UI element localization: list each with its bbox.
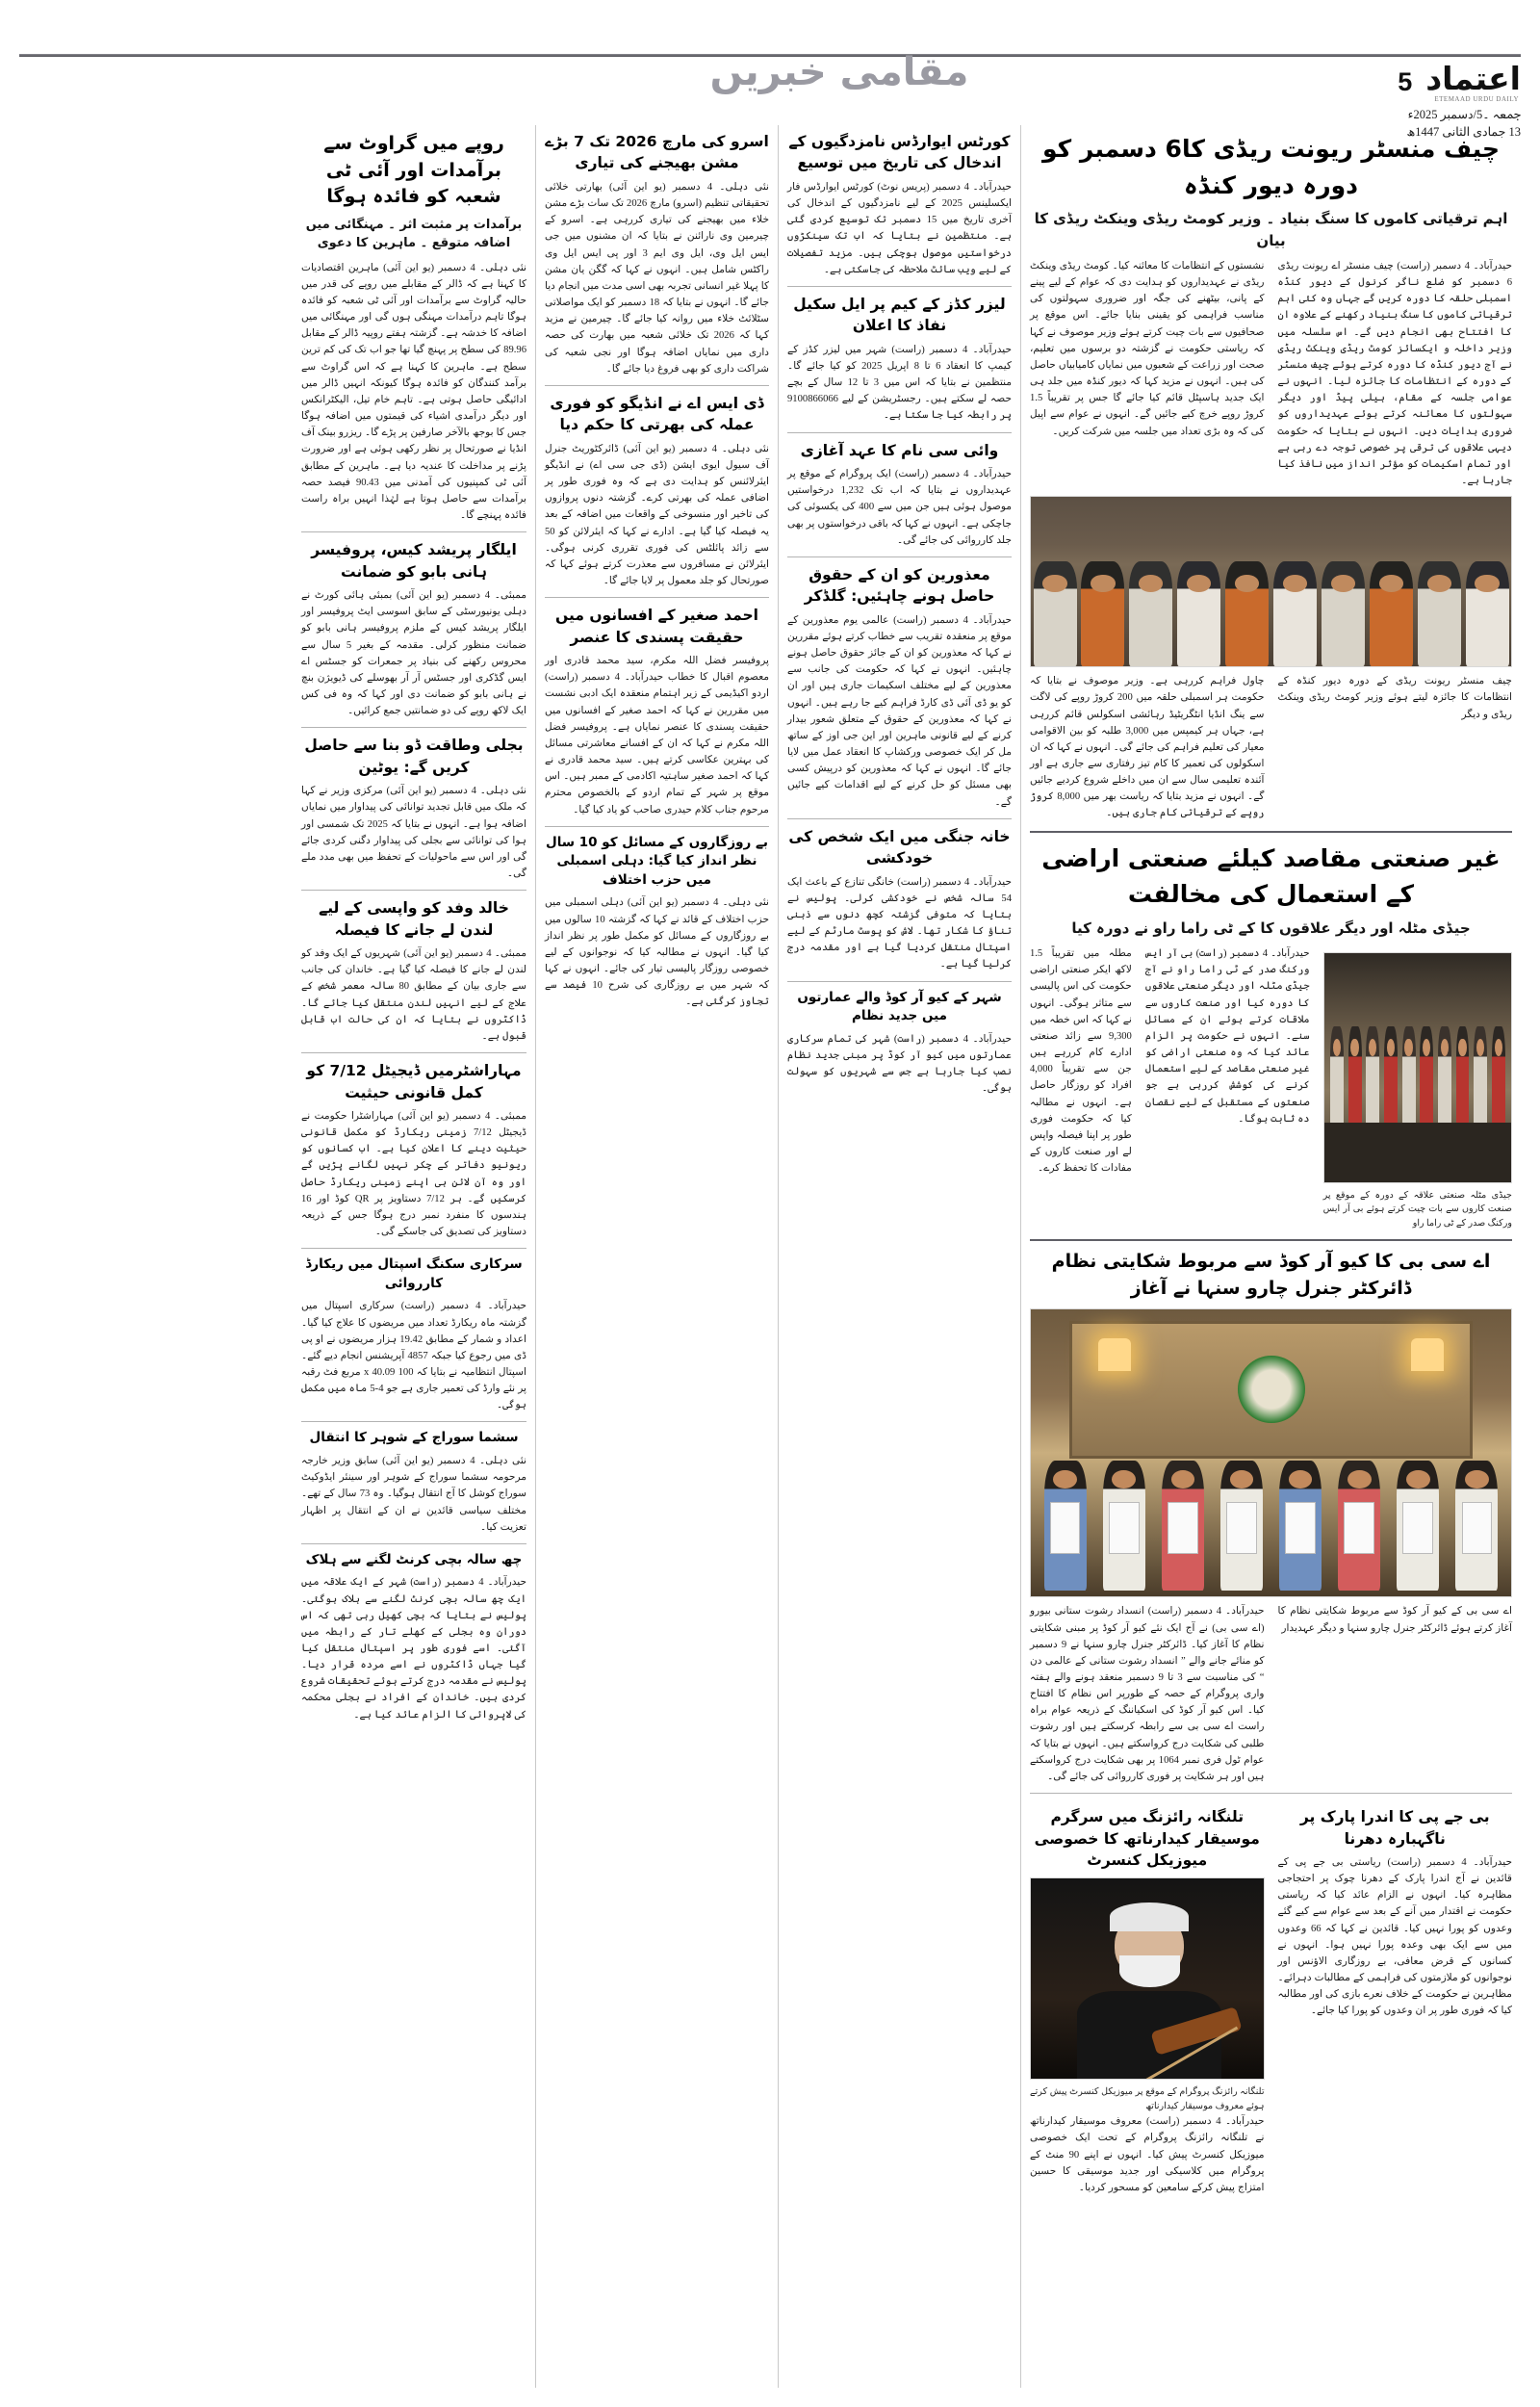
photo-ktr-visit	[1323, 952, 1512, 1183]
body-suicide: حیدرآباد۔ 4 دسمبر (راست) خانگی تنازع کے باعث ایک 54 سالہ شخص نے خودکشی کرلی۔ پولیس نے بتایا کہ متوفی گزشتہ کچھ دنوں سے ذہنی تناؤ کا شکار تھا۔ لاش کو پوسٹ مارٹم کے لیے اسپتال منتقل کردیا گیا ہے اور مقدمہ درج کرلیا گیا ہے۔	[787, 876, 1013, 971]
body-govt-hospital: حیدرآباد۔ 4 دسمبر (راست) سرکاری اسپتال میں گزشتہ ماہ ریکارڈ تعداد میں مریضوں کا علاج کیا گیا۔ اعداد و شمار کے مطابق 19.42 ہزار مریضوں نے او پی ڈی میں رجوع کیا جبکہ 4857 آپریشنس انجام دیے گئے۔ اسپتال انتظامیہ نے بتایا کہ 100 x 40.09 مربع فٹ رقبہ پر نئے وارڈ کی تعمیر جاری ہے جو 4-5 ماہ میں مکمل ہوگی۔	[301, 1301, 527, 1411]
photo-cm-visit	[1030, 496, 1512, 667]
headline-suicide: خانہ جنگی میں ایک شخص کی خودکشی	[788, 827, 1011, 867]
subheadline-rupee: برآمدات پر مثبت اثر ۔ مہنگائی میں اضافہ متوقع ۔ ماہرین کا دعوی	[305, 217, 523, 251]
caption-acb-launch: اے سی بی کے کیو آر کوڈ سے مربوط شکایتی نظام کا آغاز کرتے ہوئے ڈائرکٹر جنرل چارو سنہا و دیگر عہدیدار	[1277, 1606, 1512, 1634]
body-unemployment: نئی دہلی۔ 4 دسمبر (یو این آئی) دہلی اسمبلی میں حزب اختلاف کے قائد نے کہا کہ گزشتہ 10 سالوں میں بے روزگاروں کے مسائل کو مکمل طور پر نظر انداز کیا گیا۔ انہوں نے مطالبہ کیا کہ نوجوانوں کے لیے خصوصی روزگار پالیسی تیار کی جائے۔ انہوں نے کہا کہ شہر میں بے روزگاری کی شرح 10 فیصد سے تجاوز کرگئی ہے۔	[545, 897, 769, 1008]
headline-child-electrocution: چھ سالہ بچی کرنٹ لگنے سے ہلاک	[305, 1551, 523, 1567]
body-industrial-land-1: حیدرآباد۔ 4 دسمبر (راست) بی آر ایس ورکنگ صدر کے ٹی راما راو نے آج جیڈی مٹلہ اور دیگر صنعتی علاقوں کا دورہ کیا اور صنعت کاروں سے ملاقات کرتے ہوئے ان کے مسائل سنے۔ انہوں نے حکومت پر الزام عائد کیا کہ وہ صنعتی اراضی کو غیر صنعتی مقاصد کے لیے استعمال کرنے کی کوشش کررہی ہے جو صنعتوں کے مستقبل کے لیے نقصان دہ ثابت ہوگا۔	[1144, 948, 1310, 1125]
body-telangana-rising: حیدرآباد۔ 4 دسمبر (راست) معروف موسیقار کیدارناتھ نے تلنگانہ رائزنگ پروگرام کے تحت ایک خصوصی میوزیکل کنسرٹ پیش کیا۔ انہوں نے اپنے 90 منٹ کے پروگرام میں کلاسیکی اور جدید موسیقی کا حسین امتزاج پیش کرکے سامعین کو مسحور کردیا۔	[1030, 2116, 1265, 2193]
body-sushma-husband: نئی دہلی۔ 4 دسمبر (یو این آئی) سابق وزیر خارجہ مرحومہ سشما سوراج کے شوہر اور سینئر ایڈوکیٹ سوراج کوشل کا آج انتقال ہوگیا۔ وہ 73 سال کے تھے۔ مختلف سیاسی قائدین نے ان کے انتقال پر اظہار تعزیت کیا۔	[301, 1456, 526, 1533]
body-cm-visit-2: نشستوں کے انتظامات کا معائنہ کیا۔ کومٹ ریڈی وینکٹ ریڈی نے عہدیداروں کو ہدایت دی کہ عوام کے لیے پینے کے پانی، بیٹھنے کی جگہ اور ضروری سہولتوں کی مناسب فراہمی کو یقینی بنایا جائے۔ اس موقع پر صحافیوں سے بات چیت کرتے ہوئے وزیر موصوف نے کہا کہ ریاستی حکومت نے گزشتہ دو برسوں میں تعلیم، صحت اور زراعت کے شعبوں میں نمایاں کامیابیاں حاصل کی ہیں۔ انہوں نے مزید کہا کہ دیور کنڈہ میں جلد ہی ایک جدید ہاسپٹل قائم کیا جائے گا جس پر تقریباً 1.5 کروڑ روپے خرچ کیے جائیں گے۔ انہوں نے عوام سے اپیل کی کہ وہ بڑی تعداد میں جلسہ میں شرکت کریں۔	[1030, 261, 1265, 437]
masthead	[19, 17, 1521, 140]
headline-bjp-dharna: بی جے پی کا اندرا پارک پر ناگہبارہ دھرنا	[1299, 1808, 1490, 1848]
column-lead	[1020, 125, 1521, 2388]
headline-prof-bail: ایلگار پریشد کیس، پروفیسر ہانی بابو کو ضمانت	[311, 541, 517, 581]
column-5	[293, 125, 535, 2388]
divider	[545, 385, 769, 386]
headline-ahmad-saghir: احمد صغیر کے افسانوں میں حقیقت پسندی کا عنصر	[555, 607, 758, 646]
divider	[301, 1052, 526, 1053]
headline-cm-visit: چیف منسٹر ریونت ریڈی کا6 دسمبر کو دورہ دیور کنڈہ	[1041, 135, 1501, 199]
divider	[301, 727, 526, 728]
divider	[1030, 831, 1512, 833]
headline-khalid-london: خالد وفد کو واپسی کے لیے لندن لے جانے کا فیصلہ	[319, 899, 509, 939]
body-rupee: نئی دہلی۔ 4 دسمبر (یو این آئی) ماہرین اقتصادیات کا کہنا ہے کہ ڈالر کے مقابلے میں روپے کی قدر میں حالیہ گراوٹ سے برآمدات اور آئی ٹی شعبہ کو فائدہ ہوگا تاہم درآمدات مہنگی ہوں گی اور مہنگائی میں اضافہ کا خدشہ ہے۔ گزشتہ ہفتے روپیہ ڈالر کے مقابل 89.96 کی سطح پر پہنچ گیا تھا جو اب تک کی کم ترین سطح ہے۔ ماہرین کا کہنا ہے کہ اس گراوٹ سے برآمد کنندگان کو فائدہ ہوگا کیونکہ انہیں ڈالر میں ادائیگی حاصل ہوتی ہے۔ تاہم خام تیل، الیکٹرانکس اور دیگر درآمدی اشیاء کی قیمتوں میں اضافہ ہوگا جس کا بوجھ بالآخر صارفین پر پڑے گا۔ ریزرو بینک آف انڈیا نے صورتحال پر نظر رکھی ہوئی ہے اور ضرورت پڑنے پر مداخلت کا عندیہ دیا ہے۔ ماہرین کے مطابق آئی ٹی کمپنیوں کی آمدنی میں 90.43 فیصد حصہ برآمدات سے حاصل ہوتا ہے لہٰذا انہیں براہ راست فائدہ پہنچے گا۔	[301, 262, 526, 521]
brand-block	[1232, 60, 1521, 141]
body-dgca-indigo: نئی دہلی۔ 4 دسمبر (یو این آئی) ڈائرکٹوریٹ جنرل آف سیول ایوی ایشن (ڈی جی سی اے) نے انڈیگو ایئرلائنس کو ہدایت دی ہے کہ وہ فوری طور پر اضافی عملہ کی بھرتی کرے۔ گزشتہ دنوں پروازوں کی تاخیر اور منسوخی کے واقعات میں اضافہ کے بعد یہ فیصلہ کیا گیا ہے۔ ادارے نے کہا کہ ایئرلائن کو 50 سے زائد پائلٹس کی فوری تقرری کرنی ہوگی۔ ایئرلائن نے مسافروں سے معذرت کرتے ہوئے کہا کہ صورتحال کو جلد معمول پر لایا جائے گا۔	[545, 443, 769, 586]
subheadline-cm-visit: اہم ترقیاتی کاموں کا سنگ بنیاد ۔ وزیر کومٹ ریڈی وینکٹ ریڈی کا بیان	[1034, 210, 1508, 249]
column-grid	[19, 125, 1521, 2388]
subheadline-industrial-land: جیڈی مٹلہ اور دیگر علاقوں کا کے ٹی راما راو نے دورہ کیا	[1071, 919, 1471, 937]
headline-sushma-husband: سشما سوراج کے شوہر کا انتقال	[309, 1430, 519, 1446]
headline-isro: اسرو کی مارچ 2026 تک 7 بڑے مشن بھیجنے کی تیاری	[545, 133, 769, 172]
caption-ktr-visit: جیڈی مٹلہ صنعتی علاقہ کے دورہ کے موقع پر صنعت کاروں سے بات چیت کرتے ہوئے بی آر ایس ورکنگ صدر کے ٹی راما راو	[1322, 1190, 1512, 1229]
divider	[1030, 1239, 1512, 1241]
body-bjp-dharna: حیدرآباد۔ 4 دسمبر (راست) ریاستی بی جے پی کے قائدین نے آج اندرا پارک کے دھرنا چوک پر احتجاجی مظاہرہ کیا۔ انہوں نے الزام عائد کیا کہ ریاستی حکومت نے اقتدار میں آنے کے بعد سے عوام سے کیے گئے وعدوں کو پورا نہیں کیا۔ قائدین نے کہا کہ 66 وعدوں میں سے ایک بھی وعدہ پورا نہیں ہوا۔ انہوں نے کسانوں کے قرض معافی، بے روزگاری الاؤنس اور نوجوانوں کو ملازمتوں کی فراہمی کے مطالبات دہرائے۔ مظاہرین نے حکومت کے خلاف نعرے بازی کی اور مطالبہ کیا کہ فوری طور پر ان وعدوں کو پورا کیا جائے۔	[1277, 1857, 1512, 2017]
caption-cm-visit: چیف منسٹر ریونت ریڈی کے دورہ دیور کنڈہ کے انتظامات کا جائزہ لیتے ہوئے وزیر کومٹ ریڈی وینکٹ ریڈی و دیگر	[1277, 676, 1512, 720]
body-cm-visit-3: چاول فراہم کررہی ہے۔ وزیر موصوف نے بتایا کہ حکومت ہر اسمبلی حلقہ میں 200 کروڑ روپے کی لاگت سے ینگ انڈیا انٹگریٹیڈ رہائشی اسکولس قائم کررہی ہے، جہاں ہر کیمپس میں 3,000 طلبہ کو بین الاقوامی معیار کی تعلیم فراہم کی جائے گی۔ انہوں نے کہا کہ ان اسکولوں کی تعمیر کا کام تیز رفتاری سے جاری ہے اور آئندہ تعلیمی سال سے ان میں داخلے شروع کردیے جائیں گے۔ انہوں نے مزید بتایا کہ ریاست بھر میں 8,000 کروڑ روپے کے ترقیاتی کام جاری ہیں۔	[1030, 676, 1265, 819]
divider	[301, 1248, 526, 1249]
body-laser-kids: حیدرآباد۔ 4 دسمبر (راست) شہر میں لیزر کڈز کے کیمپ کا انعقاد 6 تا 8 اپریل 2025 کو کیا جائے گا۔ منتظمین نے بتایا کہ اس میں 3 تا 12 سال کے بچے حصہ لے سکتے ہیں۔ رجسٹریشن کے لیے 9100866066 پر رابطہ کیا جا سکتا ہے۔	[787, 344, 1013, 422]
body-cm-visit-1: حیدرآباد۔ 4 دسمبر (راست) چیف منسٹر اے ریونت ریڈی 6 دسمبر کو ضلع ناگر کرنول کے دیور کنڈہ اسمبلی حلقہ کا دورہ کریں گے جہاں وہ کئی اہم ترقیاتی کاموں کا سنگ بنیاد رکھنے کے علاوہ ان کا افتتاح بھی انجام دیں گے۔ اس سلسلہ میں وزیر داخلہ و ایکسائز کومٹ ریڈی وینکٹ ریڈی نے آج دیور کنڈہ کا دورہ کرتے ہوئے چیف منسٹر کے دورہ کے انتظامات کا جائزہ لیا۔ انہوں نے عوامی جلسہ کے مقام، ہیلی پیڈ اور دیگر سہولتوں کا معائنہ کرتے ہوئے عہدیداروں کو ضروری ہدایات دیں۔ انہوں نے بتایا کہ حکومت دیہی علاقوں کی ترقی پر خصوصی توجہ دے رہی ہے اور تمام اسکیمات کو مؤثر انداز میں نافذ کیا جارہا ہے۔	[1277, 261, 1513, 487]
headline-dgi-cards: وائی سی نام کا عہد آغازی	[800, 441, 999, 459]
headline-renewable-energy: بجلی وطاقت ڈو بنا سے حاصل کریں گے: یوٹین	[304, 737, 524, 776]
divider	[301, 1543, 526, 1544]
column-4	[535, 125, 778, 2388]
headline-courts-awards: کورٹس ایوارڈس نامزدگیوں کے اندخال کی تاریخ میں توسیع	[788, 133, 1011, 172]
body-qr-buildings: حیدرآباد۔ 4 دسمبر (راست) شہر کی تمام سرکاری عمارتوں میں کیو آر کوڈ پر مبنی جدید نظام نصب کیا جارہا ہے جس سے شہریوں کو سہولت ہوگی۔	[787, 1033, 1013, 1095]
body-courts-awards: حیدرآباد۔ 4 دسمبر (پریس نوٹ) کورٹس ایوارڈس فار ایکسلینس 2025 کے لیے نامزدگیوں کے اندخال کی آخری تاریخ میں 15 دسمبر تک توسیع کردی گئی ہے۔ منتظمین نے بتایا کہ اب تک سینکڑوں درخواستیں موصول ہوچکی ہیں۔ مزید تفصیلات کے لیے ویب سائٹ ملاحظہ کی جاسکتی ہے۔	[787, 181, 1012, 275]
headline-digital-712: مہاراشٹرمیں ڈیجیٹل 7/12 کو کمل قانونی حیثیت	[306, 1062, 522, 1101]
column-3	[778, 125, 1020, 2388]
headline-govt-hospital: سرکاری سکنگ اسپتال میں ریکارڈ کارروائی	[305, 1256, 523, 1291]
headline-rupee: روپے میں گراوٹ سے برآمدات اور آئی ٹی شعبہ کو فائدہ ہوگا	[323, 133, 504, 208]
body-prof-bail: ممبئی۔ 4 دسمبر (یو این آئی) بمبئی ہائی کورٹ نے دہلی یونیورسٹی کے سابق اسوسی ایٹ پروفیسر اور ایلگار پریشد کیس کے ملزم پروفیسر ہانی بابو کو ضمانت منظور کرلی۔ مقدمہ کے بغیر 5 سال سے محروس رکھنے کی بنیاد پر جمعرات کو جسٹس اے ایس گڈکری اور جسٹس آر آر بھوسلے کی ڈیویژن بنچ نے ہانی بابو کو ضمانت دی اور کہا کہ وہ فی کس ایک لاکھ روپے کی دو ضمانتیں جمع کرائیں۔	[301, 590, 527, 717]
headline-qr-buildings: شہر کے کیو آر کوڈ والے عمارتوں میں جدید نظام	[797, 989, 1002, 1024]
divider	[301, 1421, 526, 1422]
body-digital-712: ممبئی۔ 4 دسمبر (یو این آئی) مہاراشٹرا حکومت نے ڈیجیٹل 7/12 زمینی ریکارڈ کو مکمل قانونی حیثیت دینے کا اعلان کیا ہے۔ اب کسانوں کو ریونیو دفاتر کے چکر نہیں لگانے پڑیں گے اور وہ آن لائن ہی اپنے زمینی ریکارڈ حاصل کرسکیں گے۔ ہر 7/12 دستاویز پر QR کوڈ اور 16 ہندسوں کا منفرد نمبر درج ہوگا جس کے ذریعہ دستاویز کی تصدیق کی جاسکے گی۔	[301, 1111, 527, 1238]
headline-industrial-land: غیر صنعتی مقاصد کیلئے صنعتی اراضی کے استعمال کی مخالفت	[1041, 843, 1501, 909]
divider	[301, 890, 526, 891]
body-industrial-land-2: مطلہ میں تقریباً 1.5 لاکھ ایکر صنعتی اراضی حکومت کی اس پالیسی سے متاثر ہوگی۔ انہوں نے کہا کہ اس خطہ میں 9,300 سے زائد صنعتی ادارے کام کررہے ہیں جن سے تقریباً 4,000 افراد کو روزگار حاصل ہے۔ انہوں نے مطالبہ کیا کہ حکومت فوری طور پر اپنا فیصلہ واپس لے اور صنعت کاروں کے مفادات کا تحفظ کرے۔	[1029, 948, 1132, 1175]
headline-dgca-indigo: ڈی ایس اے نے انڈیگو کو فوری عملہ کی بھرتی کا حکم دیا	[550, 394, 764, 434]
photo-acb-launch	[1030, 1308, 1512, 1597]
photo-musician	[1030, 1877, 1265, 2080]
headline-telangana-rising: تلنگانہ رائزنگ میں سرگرم موسیقار کیدارناتھ کا خصوصی میوزیکل کنسرٹ	[1034, 1808, 1260, 1870]
brand-subtitle: ETEMAAD URDU DAILY	[1434, 95, 1519, 103]
divider	[787, 286, 1012, 287]
page-title: مقامی خبریں	[709, 50, 969, 94]
divider	[301, 531, 526, 532]
divider	[787, 432, 1012, 433]
headline-disabled-rights: معذورین کو ان کے حقوق حاصل ہونے چاہئیں: گلڈکر	[804, 565, 995, 606]
body-acb-qr: حیدرآباد۔ 4 دسمبر (راست) انسداد رشوت ستانی بیورو (اے سی بی) نے آج ایک نئے کیو آر کوڈ پر مبنی شکایتی نظام کا آغاز کیا۔ ڈائرکٹر جنرل چارو سنہا نے 9 دسمبر کو منائے جانے والے ” انسداد رشوت ستانی کے عالمی دن “ کی مناسبت سے 3 تا 9 دسمبر منعقد ہونے والے ہفتہ واری پروگرام کے حصہ کے طورپر اس نظام کا افتتاح کیا۔ اس کیو آر کوڈ کی اسکیاننگ کے ذریعہ عوام براہ راست اے سی بی سے رابطہ کرسکتے ہیں اور رشوت طلبی کی شکایت درج کرواسکتے ہیں۔ انہوں نے بتایا کہ عوام ٹول فری نمبر 1064 پر بھی شکایت درج کرواسکتے ہیں اور ہر شکایت پر فوری کارروائی کی جائے گی۔	[1030, 1606, 1265, 1782]
body-renewable-energy: نئی دہلی۔ 4 دسمبر (یو این آئی) مرکزی وزیر نے کہا کہ ملک میں قابل تجدید توانائی کی پیداوار میں نمایاں اضافہ ہوا ہے۔ انہوں نے بتایا کہ 2025 تک شمسی اور ہوا کی توانائی سے بجلی کی پیداوار دگنی کردی جائے گی اور اس سے ماحولیات کے تحفظ میں بھی مدد ملے گی۔	[301, 786, 526, 880]
publication-date	[1232, 106, 1521, 141]
date-hijri: 13 جمادی الثانی 1447ھ	[1406, 125, 1521, 140]
headline-laser-kids: لیزر کڈز کے کیم پر ایل سکیل نفاذ کا اعلان	[793, 295, 1006, 335]
brand-logo: اعتماد	[1425, 60, 1521, 97]
divider	[545, 826, 769, 827]
divider	[787, 556, 1012, 557]
page-number: 5	[1398, 67, 1413, 96]
caption-musician: تلنگانہ رائزنگ پروگرام کے موقع پر میوزیکل کنسرٹ پیش کرتے ہوئے معروف موسیقار کیدارناتھ	[1030, 2086, 1265, 2111]
date-gregorian: جمعہ ۔5/دسمبر 2025ء	[1407, 108, 1521, 121]
divider	[787, 818, 1012, 819]
headline-unemployment: بے روزگاروں کے مسائل کو 10 سال نظر انداز کیا گیا: دہلی اسمبلی میں حزب اختلاف	[546, 834, 768, 888]
body-child-electrocution: حیدرآباد۔ 4 دسمبر (راست) شہر کے ایک علاقہ میں ایک چھ سالہ بچی کرنٹ لگنے سے ہلاک ہوگئی۔ پولیس نے بتایا کہ بچی کھیل رہی تھی کہ اس دوران وہ بجلی کے کھلے تار کے رابطہ میں آگئی۔ اسے فوری طور پر اسپتال منتقل کیا گیا جہاں ڈاکٹروں نے اسے مردہ قرار دیا۔ پولیس نے مقدمہ درج کرتے ہوئے تحقیقات شروع کردی ہیں۔ خاندان کے افراد نے بجلی محکمہ کی لاپروائی کا الزام عائد کیا ہے۔	[301, 1577, 527, 1721]
divider	[1030, 1793, 1512, 1794]
body-ahmad-saghir: پروفیسر فضل اللہ مکرم، سید محمد قادری اور معصوم اقبال کا خطاب حیدرآباد۔ 4 دسمبر (راست) اردو اکیڈیمی کے زیر اہتمام منعقدہ ایک ادبی نشست میں مقررین نے کہا کہ احمد صغیر کے افسانوں میں حقیقت پسندی کا عنصر نمایاں ہے۔ پروفیسر فضل اللہ مکرم نے کہا کہ ان کے افسانے معاشرتی مسائل کی بہترین عکاسی کرتے ہیں۔ سید محمد قادری نے کہا کہ احمد صغیر ساہتیہ اکادمی کے ممبر ہیں۔ اس موقع پر شہر کے تمام اردو کے بالخصوص محترم مرحوم جناب کلام حیدری صاحب کو یاد کیا گیا۔	[545, 656, 769, 815]
body-khalid-london: ممبئی۔ 4 دسمبر (یو این آئی) شہریوں کے ایک وفد کو لندن لے جانے کا فیصلہ کیا گیا ہے۔ خاندان کی جانب سے جاری بیان کے مطابق 80 سالہ معمر شخص کے علاج کے لیے انہیں لندن منتقل کیا جائے گا۔ ڈاکٹروں نے بتایا کہ ان کی حالت اب قابل قبول ہے۔	[301, 948, 526, 1042]
body-dgi-cards: حیدرآباد۔ 4 دسمبر (راست) ایک پروگرام کے موقع پر عہدیداروں نے بتایا کہ اب تک 1,232 درخواستیں موصول ہوئی ہیں جن میں سے 400 کی یکسوئی کی جاچکی ہے۔ انہوں نے کہا کہ باقی درخواستوں پر بھی جلد کارروائی کی جائے گی۔	[787, 469, 1012, 546]
divider	[787, 981, 1012, 982]
divider	[545, 597, 769, 598]
body-disabled-rights: حیدرآباد۔ 4 دسمبر (راست) عالمی یوم معذورین کے موقع پر منعقدہ تقریب سے خطاب کرتے ہوئے مقررین نے کہا کہ معذورین کو ان کے جائز حقوق حاصل ہونے چاہئیں۔ انہوں نے کہا کہ حکومت کی جانب سے معذورین کے لیے مختلف اسکیمات جاری ہیں اور ان کو یو ڈی آئی ڈی کارڈ فراہم کیے جا رہے ہیں۔ انہوں نے کہا کہ معذورین کے حقوق کے متعلق شعور بیدار کرنے کے لیے قانونی ماہرین اور این جی اوز کے ساتھ مل کر ایک خصوصی ورکشاپ کا انعقاد عمل میں لایا جائے گا۔ انہوں نے کہا کہ معذورین کو درپیش کسی بھی مسئل کو حل کرنے کے لیے اقدامات کیے جائیں گے۔	[787, 614, 1013, 808]
body-isro: نئی دہلی۔ 4 دسمبر (یو این آئی) بھارتی خلائی تحقیقاتی تنظیم (اسرو) مارچ 2026 تک سات بڑے مشن خلاء میں بھیجنے کی تیاری کررہی ہے۔ اسرو کے چیرمین وی نارائنن نے بتایا کہ ان مشنوں میں جی ایس ایل وی، ایل وی ایم 3 اور پی ایس ایل وی راکٹس شامل ہیں۔ انہوں نے کہا کہ گگن یان مشن کا پہلا غیر انسانی تجربہ بھی اسی مدت میں انجام دیا جائے گا۔ انہوں نے بتایا کہ 18 دسمبر کو ایک مواصلاتی سٹلائٹ خلاء میں روانہ کیا جائے گا۔ چیرمین نے مزید کہا کہ 2026 تک خلائی شعبہ میں بھارت کی حصہ داری میں نمایاں اضافہ ہوگا اور نجی شعبہ کی شراکت داری کو بھی فروغ دیا جائے گا۔	[545, 181, 770, 375]
headline-acb-qr: اے سی بی کا کیو آر کوڈ سے مربوط شکایتی نظام ڈائرکٹر جنرل چارو سنہا نے آغاز	[1051, 1251, 1491, 1299]
